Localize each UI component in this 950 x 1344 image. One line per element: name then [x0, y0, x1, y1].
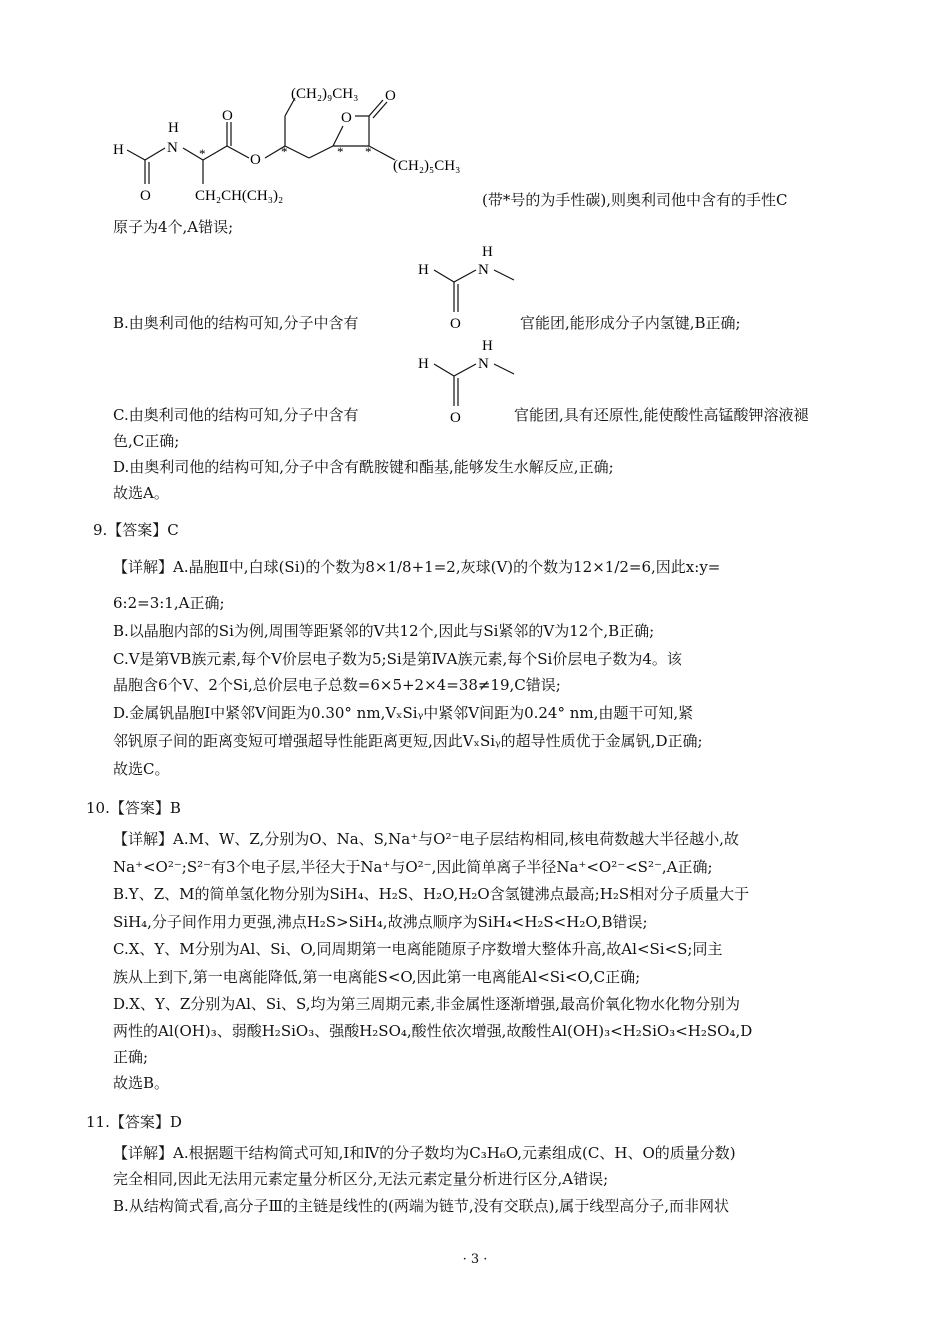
- frag1-h-top: H: [482, 244, 493, 260]
- mol-h: H: [113, 142, 124, 158]
- mol-chain-bottom: CH₂CH(CH₃)₂: [195, 188, 284, 204]
- structure-note: (带*号的为手性碳),则奥利司他中含有的手性C: [482, 191, 788, 209]
- mol-o-left: O: [140, 188, 151, 204]
- text-line: B.以晶胞内部的Si为例,周围等距紧邻的V共12个,因此与Si紧邻的V为12个,B正确;: [113, 622, 655, 640]
- page-number: · 3 ·: [462, 1252, 488, 1267]
- orlistat-structure: [105, 78, 505, 216]
- text-line: 【详解】A.M、W、Z,分别为O、Na、S,Na⁺与O²⁻电子层结构相同,核电荷数越大半径越小,故: [113, 830, 739, 848]
- text-line: 6:2=3:1,A正确;: [113, 594, 225, 612]
- mol-o-ring: O: [341, 110, 352, 126]
- mol-nh-h: H: [168, 120, 179, 136]
- answer-10: 10.【答案】B: [86, 799, 181, 817]
- mol-star-3: *: [337, 144, 344, 159]
- text-line: 色,C正确;: [113, 432, 180, 450]
- text-line: 晶胞含6个V、2个Si,总价层电子总数=6×5+2×4=38≠19,C错误;: [113, 676, 561, 694]
- answer-9: 9.【答案】C: [93, 521, 179, 539]
- text-line: 邻钒原子间的距离变短可增强超导性能距离更短,因此VₓSiᵧ的超导性质优于金属钒,D正确;: [113, 732, 703, 750]
- text-line: C.由奥利司他的结构可知,分子中含有: [113, 406, 359, 424]
- text-line: 【详解】A.晶胞Ⅱ中,白球(Si)的个数为8×1/8+1=2,灰球(V)的个数为12×1/2=6,因此x:y=: [113, 558, 721, 576]
- text-line: 官能团,能形成分子内氢键,B正确;: [520, 314, 741, 332]
- text-line: D.由奥利司他的结构可知,分子中含有酰胺键和酯基,能够发生水解反应,正确;: [113, 458, 614, 476]
- text-line: 正确;: [113, 1048, 149, 1066]
- mol-star-2: *: [281, 144, 288, 159]
- text-line: 完全相同,因此无法用元素定量分析区分,无法元素定量分析进行区分,A错误;: [113, 1170, 609, 1188]
- mol-o-carbonyl: O: [222, 108, 233, 124]
- text-line: SiH₄,分子间作用力更强,沸点H₂S>SiH₄,故沸点顺序为SiH₄<H₂S<H₂O,B错误;: [113, 913, 648, 931]
- frag1-o: O: [450, 316, 461, 332]
- text-line: C.V是第ⅤB族元素,每个V价层电子数为5;Si是第ⅣA族元素,每个Si价层电子数为4。该: [113, 650, 682, 668]
- text-line: C.X、Y、M分别为Al、Si、O,同周期第一电离能随原子序数增大整体升高,故Al<Si<S;同主: [113, 940, 723, 958]
- frag1-n: N: [478, 262, 489, 278]
- frag1-h: H: [418, 262, 429, 278]
- text-line: 官能团,具有还原性,能使酸性高锰酸钾溶液褪: [514, 406, 809, 424]
- text-line: 故选A。: [113, 484, 169, 502]
- text-line: D.金属钒晶胞Ⅰ中紧邻V间距为0.30° nm,VₓSiᵧ中紧邻V间距为0.24° nm,由题干可知,紧: [113, 704, 694, 722]
- mol-n: N: [167, 140, 178, 156]
- text-line: 原子为4个,A错误;: [113, 218, 234, 236]
- mol-star-4: *: [365, 144, 372, 159]
- text-line: 故选B。: [113, 1074, 170, 1092]
- text-line: 故选C。: [113, 760, 170, 778]
- amide-fragment-2: [414, 336, 524, 426]
- text-line: B.由奥利司他的结构可知,分子中含有: [113, 314, 359, 332]
- text-line: Na⁺<O²⁻;S²⁻有3个电子层,半径大于Na⁺与O²⁻,因此简单离子半径Na⁺<O²⁻<S²⁻,A正确;: [113, 858, 713, 876]
- text-line: D.X、Y、Z分别为Al、Si、S,均为第三周期元素,非金属性逐渐增强,最高价氧化物水化物分别为: [113, 995, 741, 1013]
- frag2-h-top: H: [482, 338, 493, 354]
- mol-o-ketone: O: [385, 88, 396, 104]
- text-line: 两性的Al(OH)₃、弱酸H₂SiO₃、强酸H₂SO₄,酸性依次增强,故酸性Al(OH)₃<H₂SiO₃<H₂SO₄,D: [113, 1022, 753, 1040]
- frag2-h: H: [418, 356, 429, 372]
- frag2-n: N: [478, 356, 489, 372]
- text-line: 族从上到下,第一电离能降低,第一电离能S<O,因此第一电离能Al<Si<O,C正确;: [113, 968, 641, 986]
- amide-fragment-1: [414, 242, 524, 332]
- text-line: B.从结构简式看,高分子Ⅲ的主链是线性的(两端为链节,没有交联点),属于线型高分子,而非网状: [113, 1197, 730, 1215]
- mol-o-ester: O: [250, 152, 261, 168]
- text-line: 【详解】A.根据题干结构简式可知,Ⅰ和Ⅳ的分子数均为C₃H₆O,元素组成(C、H、O的质量分数): [113, 1144, 736, 1162]
- answer-11: 11.【答案】D: [86, 1113, 182, 1131]
- mol-chain-top: (CH₂)₉CH₃: [291, 86, 359, 102]
- frag2-o: O: [450, 410, 461, 426]
- mol-star-1: *: [199, 146, 206, 161]
- text-line: B.Y、Z、M的简单氢化物分别为SiH₄、H₂S、H₂O,H₂O含氢键沸点最高;H₂S相对分子质量大于: [113, 885, 750, 903]
- mol-chain-right: (CH₂)₅CH₃: [393, 158, 461, 174]
